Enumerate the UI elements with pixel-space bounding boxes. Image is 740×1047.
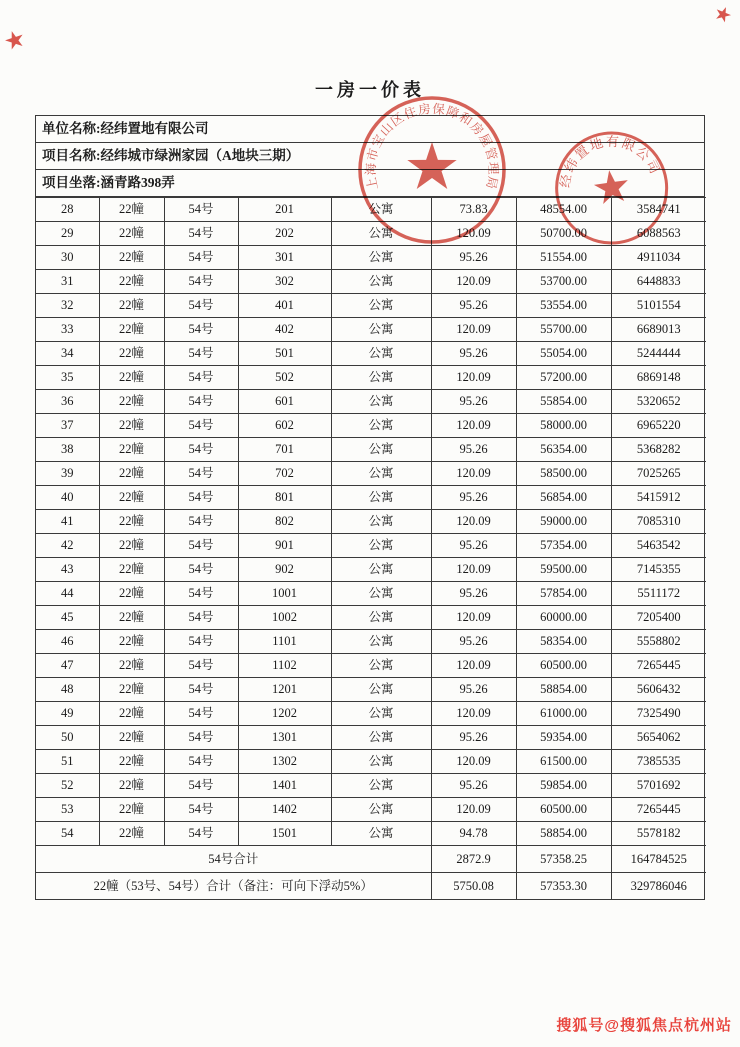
table-cell: 公寓 [331,654,431,678]
table-cell: 38 [36,438,99,462]
summary-price: 57358.25 [516,846,611,873]
table-cell: 95.26 [431,774,516,798]
table-cell: 51554.00 [516,246,611,270]
table-cell: 22幢 [99,198,164,222]
table-cell: 95.26 [431,678,516,702]
table-cell: 7205400 [611,606,706,630]
table-cell: 53554.00 [516,294,611,318]
table-cell: 54号 [164,222,238,246]
table-cell: 120.09 [431,270,516,294]
table-cell: 22幢 [99,750,164,774]
table-cell: 59854.00 [516,774,611,798]
table-cell: 37 [36,414,99,438]
table-cell: 73.83 [431,198,516,222]
table-cell: 55854.00 [516,390,611,414]
table-cell: 6689013 [611,318,706,342]
table-row [36,726,706,750]
table-cell: 公寓 [331,366,431,390]
summary-label: 22幢（53号、54号）合计（备注：可向下浮动5%） [36,873,431,900]
table-cell: 54号 [164,822,238,846]
table-cell: 46 [36,630,99,654]
table-cell: 1302 [238,750,331,774]
table-cell: 22幢 [99,654,164,678]
table-cell: 120.09 [431,222,516,246]
table-cell: 22幢 [99,822,164,846]
table-cell: 120.09 [431,318,516,342]
price-table-body [36,198,706,846]
table-cell: 公寓 [331,582,431,606]
table-cell: 54号 [164,582,238,606]
watermark-text: 搜狐号@搜狐焦点杭州站 [556,1017,732,1034]
table-row [36,438,706,462]
summary-label: 54号合计 [36,846,431,873]
table-row [36,198,706,222]
table-cell: 32 [36,294,99,318]
table-row [36,606,706,630]
info-project-name: 项目名称:经纬城市绿洲家园（A地块三期） [36,143,704,170]
table-cell: 53 [36,798,99,822]
table-cell: 22幢 [99,222,164,246]
table-cell: 30 [36,246,99,270]
table-cell: 120.09 [431,702,516,726]
table-row [36,318,706,342]
table-cell: 22幢 [99,342,164,366]
price-table [35,115,705,900]
table-cell: 5606432 [611,678,706,702]
table-cell: 58854.00 [516,822,611,846]
table-cell: 54号 [164,750,238,774]
table-cell: 95.26 [431,294,516,318]
table-cell: 120.09 [431,510,516,534]
table-cell: 61500.00 [516,750,611,774]
table-cell: 1202 [238,702,331,726]
table-cell: 54号 [164,510,238,534]
table-row [36,750,706,774]
table-cell: 54号 [164,654,238,678]
table-cell: 7265445 [611,654,706,678]
table-row [36,678,706,702]
table-row [36,702,706,726]
table-cell: 120.09 [431,750,516,774]
table-cell: 54号 [164,606,238,630]
table-cell: 95.26 [431,390,516,414]
table-cell: 5368282 [611,438,706,462]
corner-stamp-mark-icon: ★ [710,1,736,29]
table-cell: 120.09 [431,654,516,678]
table-row [36,774,706,798]
table-cell: 42 [36,534,99,558]
table-cell: 58854.00 [516,678,611,702]
table-cell: 28 [36,198,99,222]
table-cell: 95.26 [431,630,516,654]
table-cell: 58354.00 [516,630,611,654]
table-cell: 59000.00 [516,510,611,534]
table-cell: 54号 [164,798,238,822]
table-cell: 7385535 [611,750,706,774]
table-cell: 公寓 [331,270,431,294]
table-cell: 33 [36,318,99,342]
table-cell: 5558802 [611,630,706,654]
table-row [36,486,706,510]
table-row [36,510,706,534]
table-cell: 公寓 [331,294,431,318]
page-title: 一房一价表 [315,80,425,100]
info-project-location: 项目坐落:涵青路398弄 [36,170,704,197]
table-cell: 公寓 [331,462,431,486]
table-cell: 22幢 [99,678,164,702]
table-cell: 34 [36,342,99,366]
table-cell: 公寓 [331,438,431,462]
table-cell: 1301 [238,726,331,750]
table-cell: 公寓 [331,630,431,654]
table-cell: 1101 [238,630,331,654]
table-cell: 54号 [164,726,238,750]
table-cell: 公寓 [331,678,431,702]
table-row [36,222,706,246]
table-row [36,342,706,366]
table-cell: 601 [238,390,331,414]
table-cell: 22幢 [99,630,164,654]
table-cell: 95.26 [431,534,516,558]
table-row [36,390,706,414]
table-cell: 31 [36,270,99,294]
table-cell: 95.26 [431,582,516,606]
table-cell: 60000.00 [516,606,611,630]
table-cell: 120.09 [431,366,516,390]
table-cell: 公寓 [331,606,431,630]
table-cell: 702 [238,462,331,486]
summary-area: 2872.9 [431,846,516,873]
table-cell: 7325490 [611,702,706,726]
table-cell: 公寓 [331,318,431,342]
table-cell: 49 [36,702,99,726]
table-cell: 22幢 [99,606,164,630]
table-row [36,534,706,558]
table-row [36,270,706,294]
table-cell: 54号 [164,270,238,294]
table-cell: 公寓 [331,750,431,774]
table-cell: 22幢 [99,438,164,462]
table-cell: 401 [238,294,331,318]
table-row [36,582,706,606]
table-cell: 公寓 [331,798,431,822]
table-cell: 5463542 [611,534,706,558]
summary-row-building [36,873,706,900]
table-cell: 1102 [238,654,331,678]
table-cell: 54号 [164,558,238,582]
table-cell: 120.09 [431,414,516,438]
table-cell: 22幢 [99,774,164,798]
table-cell: 95.26 [431,438,516,462]
table-cell: 54号 [164,198,238,222]
table-cell: 41 [36,510,99,534]
table-cell: 56854.00 [516,486,611,510]
table-cell: 1501 [238,822,331,846]
table-cell: 57854.00 [516,582,611,606]
table-cell: 5511172 [611,582,706,606]
table-cell: 22幢 [99,798,164,822]
table-row [36,246,706,270]
table-row [36,366,706,390]
table-cell: 22幢 [99,582,164,606]
table-cell: 48 [36,678,99,702]
table-row [36,798,706,822]
table-cell: 1001 [238,582,331,606]
table-cell: 1401 [238,774,331,798]
table-cell: 22幢 [99,270,164,294]
table-cell: 56354.00 [516,438,611,462]
table-cell: 22幢 [99,414,164,438]
table-cell: 95.26 [431,342,516,366]
table-cell: 公寓 [331,342,431,366]
table-cell: 57200.00 [516,366,611,390]
table-cell: 7265445 [611,798,706,822]
table-cell: 6088563 [611,222,706,246]
table-cell: 5701692 [611,774,706,798]
corner-stamp-mark-icon: ★ [0,25,30,57]
table-cell: 公寓 [331,222,431,246]
table-cell: 22幢 [99,534,164,558]
table-cell: 61000.00 [516,702,611,726]
table-cell: 51 [36,750,99,774]
table-cell: 801 [238,486,331,510]
table-row [36,822,706,846]
table-cell: 55054.00 [516,342,611,366]
table-cell: 22幢 [99,558,164,582]
summary-row-54 [36,846,706,873]
table-cell: 201 [238,198,331,222]
table-cell: 1402 [238,798,331,822]
table-cell: 54号 [164,774,238,798]
summary-area: 5750.08 [431,873,516,900]
table-cell: 60500.00 [516,654,611,678]
table-cell: 54号 [164,414,238,438]
table-cell: 202 [238,222,331,246]
table-cell: 22幢 [99,486,164,510]
table-cell: 公寓 [331,414,431,438]
table-cell: 50 [36,726,99,750]
table-cell: 53700.00 [516,270,611,294]
table-cell: 502 [238,366,331,390]
table-cell: 54号 [164,294,238,318]
table-cell: 54 [36,822,99,846]
table-cell: 4911034 [611,246,706,270]
table-cell: 22幢 [99,294,164,318]
table-cell: 402 [238,318,331,342]
table-cell: 54号 [164,246,238,270]
table-cell: 54号 [164,366,238,390]
table-row [36,558,706,582]
table-cell: 54号 [164,486,238,510]
table-cell: 22幢 [99,366,164,390]
table-cell: 5320652 [611,390,706,414]
table-cell: 902 [238,558,331,582]
table-cell: 3584741 [611,198,706,222]
table-row [36,414,706,438]
table-cell: 120.09 [431,798,516,822]
table-cell: 公寓 [331,486,431,510]
table-cell: 802 [238,510,331,534]
table-cell: 602 [238,414,331,438]
table-cell: 43 [36,558,99,582]
table-cell: 120.09 [431,462,516,486]
svg-text:经纬置地有限公司: 经纬置地有限公司 [557,133,664,189]
table-cell: 44 [36,582,99,606]
table-cell: 22幢 [99,318,164,342]
table-cell: 公寓 [331,702,431,726]
table-cell: 47 [36,654,99,678]
table-cell: 58000.00 [516,414,611,438]
table-cell: 7145355 [611,558,706,582]
table-cell: 48554.00 [516,198,611,222]
table-cell: 54号 [164,462,238,486]
table-cell: 22幢 [99,246,164,270]
table-cell: 301 [238,246,331,270]
table-cell: 94.78 [431,822,516,846]
table-cell: 22幢 [99,702,164,726]
table-cell: 54号 [164,534,238,558]
table-cell: 22幢 [99,510,164,534]
table-cell: 36 [36,390,99,414]
table-cell: 6448833 [611,270,706,294]
table-cell: 54号 [164,318,238,342]
table-cell: 5578182 [611,822,706,846]
table-cell: 公寓 [331,510,431,534]
table-cell: 95.26 [431,246,516,270]
table-cell: 1201 [238,678,331,702]
table-row [36,294,706,318]
table-cell: 22幢 [99,462,164,486]
table-cell: 公寓 [331,246,431,270]
table-cell: 22幢 [99,390,164,414]
price-grid [36,197,706,899]
svg-text:上海市宝山区住房保障和房屋管理局: 上海市宝山区住房保障和房屋管理局 [363,101,501,192]
document-content [35,76,705,900]
table-cell: 公寓 [331,390,431,414]
table-cell: 5654062 [611,726,706,750]
table-cell: 59354.00 [516,726,611,750]
summary-price: 57353.30 [516,873,611,900]
table-cell: 57354.00 [516,534,611,558]
table-cell: 95.26 [431,486,516,510]
table-cell: 7085310 [611,510,706,534]
table-cell: 50700.00 [516,222,611,246]
table-cell: 5244444 [611,342,706,366]
table-cell: 120.09 [431,606,516,630]
summary-total: 329786046 [611,873,706,900]
table-cell: 29 [36,222,99,246]
table-cell: 22幢 [99,726,164,750]
table-cell: 54号 [164,390,238,414]
table-cell: 901 [238,534,331,558]
table-cell: 52 [36,774,99,798]
table-cell: 120.09 [431,558,516,582]
table-cell: 5101554 [611,294,706,318]
table-cell: 40 [36,486,99,510]
summary-total: 164784525 [611,846,706,873]
table-row [36,630,706,654]
info-unit-name: 单位名称:经纬置地有限公司 [36,116,704,143]
table-cell: 58500.00 [516,462,611,486]
table-row [36,654,706,678]
table-cell: 39 [36,462,99,486]
table-cell: 45 [36,606,99,630]
table-row [36,462,706,486]
table-cell: 公寓 [331,558,431,582]
table-cell: 6965220 [611,414,706,438]
table-cell: 55700.00 [516,318,611,342]
table-cell: 1002 [238,606,331,630]
table-cell: 公寓 [331,822,431,846]
table-cell: 95.26 [431,726,516,750]
table-cell: 54号 [164,342,238,366]
table-cell: 公寓 [331,726,431,750]
table-cell: 54号 [164,678,238,702]
table-cell: 公寓 [331,534,431,558]
table-cell: 54号 [164,630,238,654]
table-cell: 302 [238,270,331,294]
table-cell: 54号 [164,438,238,462]
table-cell: 59500.00 [516,558,611,582]
table-cell: 7025265 [611,462,706,486]
table-cell: 6869148 [611,366,706,390]
table-cell: 公寓 [331,198,431,222]
table-cell: 60500.00 [516,798,611,822]
table-cell: 701 [238,438,331,462]
table-cell: 54号 [164,702,238,726]
table-cell: 5415912 [611,486,706,510]
table-cell: 公寓 [331,774,431,798]
table-cell: 501 [238,342,331,366]
table-cell: 35 [36,366,99,390]
